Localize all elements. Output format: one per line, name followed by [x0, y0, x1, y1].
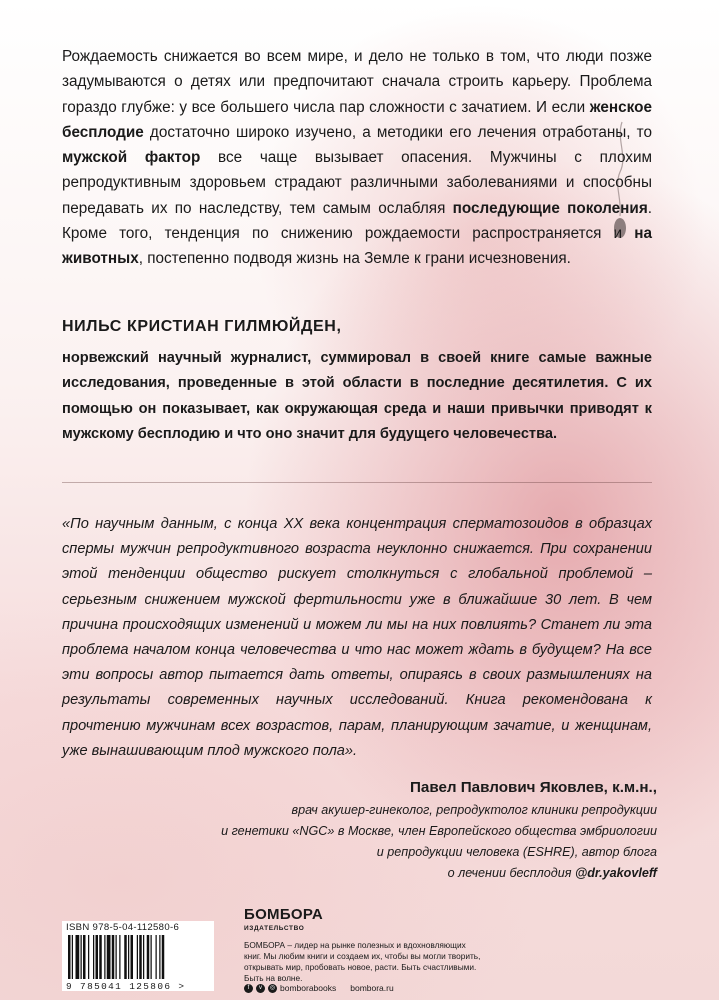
reviewer-credentials: врач акушер-гинеколог, репродуктолог клиники репродукции и генетики «NGC» в Москве, член Европейского общества эмбриологии и репродукции человека (ESHRE), автор блога о лечении бесплодия @dr.yakovleff — [221, 803, 657, 880]
highlight-female-infertility: женское бесплодие — [62, 98, 652, 141]
author-name: НИЛЬС КРИСТИАН ГИЛМЮЙДЕН, — [62, 318, 342, 335]
highlight-animals: на животных — [62, 225, 652, 268]
facebook-icon: f — [244, 984, 253, 993]
publisher-logo: БОМБОРА — [244, 906, 324, 923]
review-quote: «По научным данным, с конца XX века концентрация сперматозоидов в образцах спермы мужчин репродуктивного возраста неуклонно снижается. При сохранении этой тенденции общество рискует столкнуться с глобальной проблемой – серьезным снижением мужской фертильности уже в ближайшие 30 лет. В чем причина происходящих изменений и можем ли мы на них повлиять? Станет ли эта проблема началом конца человечества и что нас может ждать в будущем? На все эти вопросы автор пытается дать ответы, опираясь в своих размышлениях на результаты современных научных исследований. Книга рекомендована к прочтению мужчинам всех возрастов, парам, планирующим зачатие, и женщинам, уже вынашивающим плод мужского пола». — [62, 516, 652, 759]
instagram-icon: ◎ — [269, 984, 276, 991]
reviewer-name: Павел Павлович Яковлев, к.м.н., — [409, 779, 657, 796]
ean-digits: 9 785041 125806 > — [66, 981, 186, 992]
section-divider — [62, 482, 652, 483]
publisher-site: bombora.ru — [350, 983, 394, 993]
highlight-male-factor: мужской фактор — [62, 149, 201, 167]
vk-icon: v — [256, 984, 265, 993]
isbn: ISBN 978-5-04-112580-6 — [66, 922, 180, 933]
publisher-tagline: БОМБОРА – лидер на рынке полезных и вдохновляющих книг. Мы любим книги и создаем их, чтобы вы могли творить, открывать мир, пробовать новое, расти. Быть счастливыми. Быть на волне. — [244, 940, 481, 983]
barcode-area — [62, 921, 214, 991]
intro-paragraph: Рождаемость снижается во всем мире, и дело не только в том, что люди позже задумываются о детях или предпочитают сначала строить карьеру. Проблема гораздо глубже: у все большего числа пар сложности с зачатием. И если женское бесплодие достаточно широко изучено, а методики его лечения отработаны, то мужской фактор все чаще вызывает опасения. Мужчины с плохим репродуктивным здоровьем страдают различными заболеваниями и способны передавать их по наследству, тем самым ослабляя последующие поколения. Кроме того, тенденция по снижению рождаемости распространяется и на животных, постепенно подводя жизнь на Земле к грани исчезновения. — [62, 48, 653, 268]
blog-handle: @dr.yakovleff — [574, 866, 657, 880]
social-handle: bomborabooks — [280, 983, 337, 993]
barcode-bars — [66, 935, 210, 979]
publisher-social — [244, 983, 394, 993]
publisher-subtitle: ИЗДАТЕЛЬСТВО — [244, 925, 305, 932]
highlight-next-generations: последующие поколения — [452, 199, 648, 217]
author-description: норвежский научный журналист, суммировал в своей книге самые важные исследования, проведенные в этой области в последние десятилетия. С их помощью он показывает, как окружающая среда и наши привычки приводят к мужскому бесплодию и что оно значит для будущего человечества. — [62, 350, 652, 443]
